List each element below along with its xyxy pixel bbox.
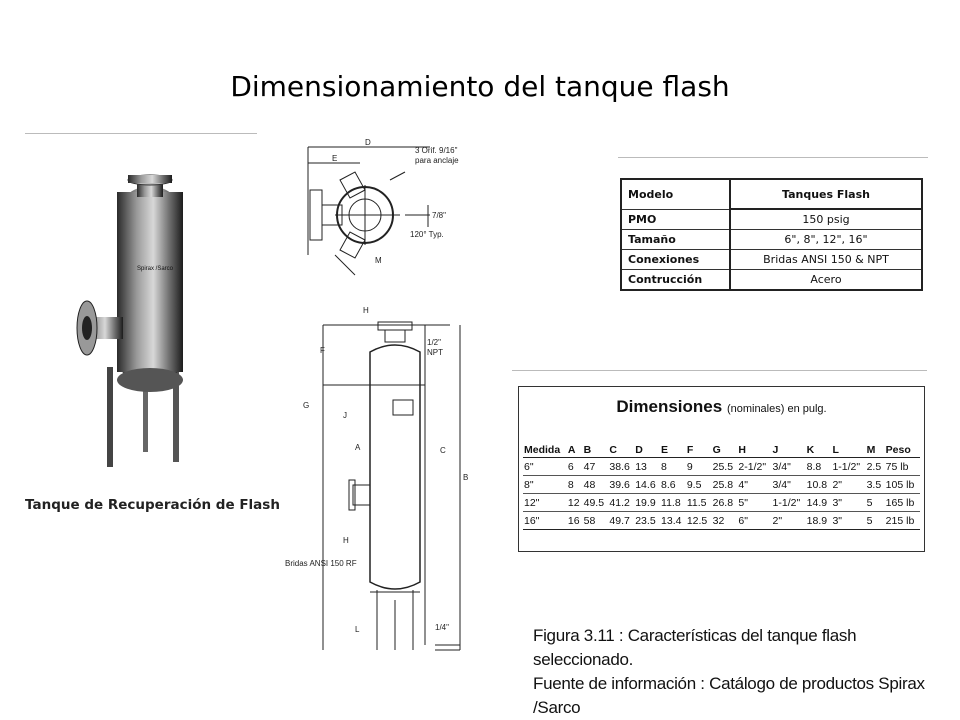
photo-caption: Tanque de Recuperación de Flash: [25, 497, 280, 513]
table-cell: 19.9: [634, 494, 660, 512]
table-cell: 47: [583, 458, 609, 476]
column-header: C: [608, 443, 634, 458]
table-cell: 39.6: [608, 476, 634, 494]
table-cell: 48: [583, 476, 609, 494]
spec-value: Tanques Flash: [730, 179, 922, 209]
page-title: Dimensionamiento del tanque flash: [230, 70, 730, 103]
spec-key: Contrucción: [621, 270, 730, 291]
table-cell: 49.5: [583, 494, 609, 512]
label-E: E: [332, 154, 338, 163]
table-cell: 12": [523, 494, 567, 512]
table-cell: 13.4: [660, 512, 686, 530]
dimensions-table: [523, 443, 920, 530]
table-cell: 165 lb: [885, 494, 920, 512]
spec-key: Conexiones: [621, 250, 730, 270]
figure-caption-line: Fuente de información : Catálogo de productos Spirax /Sarco: [533, 674, 925, 717]
table-cell: 38.6: [608, 458, 634, 476]
spec-value: Bridas ANSI 150 & NPT: [730, 250, 922, 270]
table-cell: 2": [772, 512, 806, 530]
dimensions-title-text: Dimensiones: [616, 397, 723, 416]
nameplate-text: Spirax /Sarco: [137, 266, 174, 272]
spec-value: Acero: [810, 273, 842, 286]
column-header: J: [772, 443, 806, 458]
table-cell: 215 lb: [885, 512, 920, 530]
label-seven-eighths: 7/8": [432, 211, 446, 220]
table-cell: 3": [831, 494, 865, 512]
table-cell: 2": [831, 476, 865, 494]
table-cell: 9: [686, 458, 712, 476]
table-cell: 8: [567, 476, 583, 494]
divider: [618, 157, 928, 158]
table-cell: 3/4": [772, 476, 806, 494]
table-cell: 23.5: [634, 512, 660, 530]
table-cell: 3": [831, 512, 865, 530]
label-M: M: [375, 256, 382, 265]
spec-value: 150 psig: [730, 209, 922, 230]
spec-key: PMO: [621, 209, 730, 230]
label-npt-2: NPT: [427, 348, 443, 357]
column-header: A: [567, 443, 583, 458]
table-cell: 14.6: [634, 476, 660, 494]
table-cell: 6: [567, 458, 583, 476]
table-cell: 12: [567, 494, 583, 512]
label-npt-1: 1/2": [427, 338, 441, 347]
column-header: Medida: [523, 443, 567, 458]
spec-key: Modelo: [621, 179, 730, 209]
label-120-typ: 120° Typ.: [410, 230, 444, 239]
column-header: K: [806, 443, 832, 458]
table-cell: 16: [567, 512, 583, 530]
column-header: L: [831, 443, 865, 458]
table-cell: 14.9: [806, 494, 832, 512]
table-cell: 25.8: [712, 476, 738, 494]
table-row: [523, 458, 920, 476]
label-C: C: [440, 446, 446, 455]
dimensions-panel: [518, 386, 925, 552]
spec-table: [620, 178, 923, 291]
table-cell: 8.6: [660, 476, 686, 494]
label-G: G: [303, 401, 310, 410]
table-cell: 4": [737, 476, 771, 494]
label-B: B: [463, 473, 469, 482]
label-D: D: [365, 138, 371, 147]
column-header: D: [634, 443, 660, 458]
tank-photo: [25, 132, 260, 527]
table-cell: 2.5: [866, 458, 885, 476]
table-cell: 11.5: [686, 494, 712, 512]
table-cell: 41.2: [608, 494, 634, 512]
label-A: A: [355, 443, 361, 452]
spec-row: [621, 209, 922, 230]
column-header: M: [866, 443, 885, 458]
table-header-row: [523, 443, 920, 458]
spec-row: [621, 270, 922, 291]
table-cell: 25.5: [712, 458, 738, 476]
table-cell: 8": [523, 476, 567, 494]
side-view-drawing: [285, 300, 475, 665]
label-H-side: H: [343, 536, 349, 545]
column-header: G: [712, 443, 738, 458]
table-row: [523, 512, 920, 530]
table-cell: 5: [866, 512, 885, 530]
table-row: [523, 494, 920, 512]
table-cell: 18.9: [806, 512, 832, 530]
divider: [512, 370, 927, 371]
column-header: E: [660, 443, 686, 458]
spec-row: [621, 230, 922, 250]
table-cell: 13: [634, 458, 660, 476]
column-header: H: [737, 443, 771, 458]
table-cell: 105 lb: [885, 476, 920, 494]
table-cell: 8.8: [806, 458, 832, 476]
column-header: F: [686, 443, 712, 458]
spec-row: [621, 179, 922, 209]
table-cell: 8: [660, 458, 686, 476]
dimensions-title: [519, 397, 924, 417]
table-cell: 11.8: [660, 494, 686, 512]
table-cell: 75 lb: [885, 458, 920, 476]
top-view-drawing: [280, 135, 470, 290]
label-bridas: Bridas ANSI 150 RF: [285, 559, 357, 568]
table-cell: 1-1/2": [831, 458, 865, 476]
table-cell: 1-1/2": [772, 494, 806, 512]
table-cell: 3.5: [866, 476, 885, 494]
dimensions-subtitle: (nominales) en pulg.: [726, 403, 827, 415]
label-orif-2: para anclaje: [415, 156, 459, 165]
column-header: Peso: [885, 443, 920, 458]
label-F: F: [320, 346, 325, 355]
table-cell: 2-1/2": [737, 458, 771, 476]
spec-key: Tamaño: [621, 230, 730, 250]
table-cell: 6": [523, 458, 567, 476]
label-orif-1: 3 Orif. 9/16": [415, 146, 458, 155]
table-cell: 58: [583, 512, 609, 530]
table-cell: 49.7: [608, 512, 634, 530]
label-L: L: [355, 625, 360, 634]
label-quarter: 1/4": [435, 623, 449, 632]
table-cell: 26.8: [712, 494, 738, 512]
table-cell: 5: [866, 494, 885, 512]
figure-caption: [533, 624, 960, 720]
table-cell: 16": [523, 512, 567, 530]
table-cell: 12.5: [686, 512, 712, 530]
label-H-top: H: [363, 306, 369, 315]
table-cell: 10.8: [806, 476, 832, 494]
column-header: B: [583, 443, 609, 458]
table-cell: 6": [737, 512, 771, 530]
spec-value: 6", 8", 12", 16": [730, 230, 922, 250]
figure-caption-line: Figura 3.11 : Características del tanque flash seleccionado.: [533, 626, 857, 669]
table-row: [523, 476, 920, 494]
label-J: J: [343, 411, 347, 420]
table-cell: 9.5: [686, 476, 712, 494]
spec-row: [621, 250, 922, 270]
table-cell: 3/4": [772, 458, 806, 476]
table-cell: 5": [737, 494, 771, 512]
table-cell: 32: [712, 512, 738, 530]
